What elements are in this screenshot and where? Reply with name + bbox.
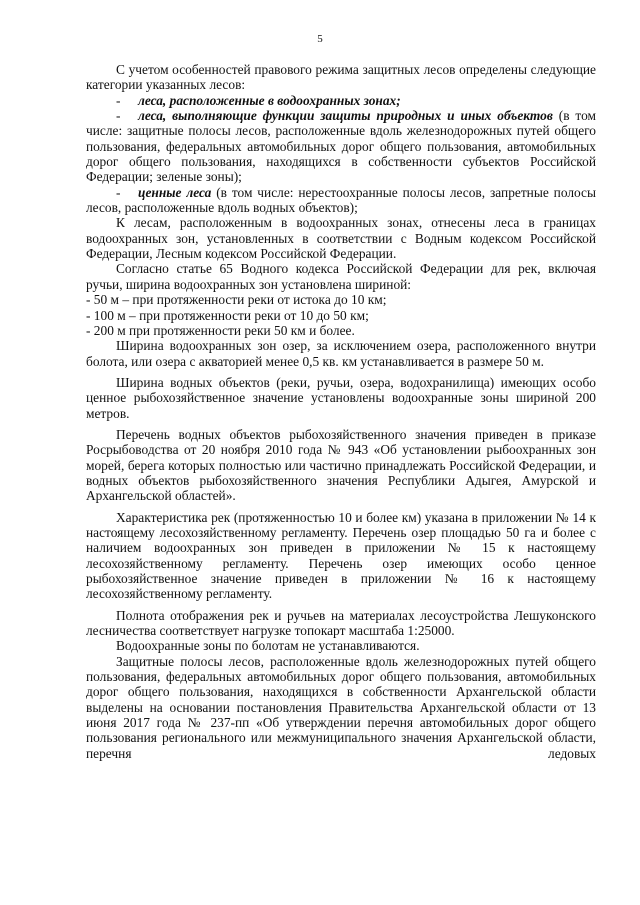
document-body <box>86 62 596 761</box>
bullet-protection-functions <box>86 108 596 185</box>
bullet-dash: - <box>116 184 121 200</box>
bullet-bold-text: леса, расположенные в водоохранных зонах; <box>138 92 401 108</box>
bullet-water-protection <box>86 93 596 108</box>
paragraph-article-65: Согласно статье 65 Водного кодекса Российской Федерации для рек, включая ручьи, ширина водоохранных зон установлена шириной: <box>86 261 596 292</box>
page-number: 5 <box>317 33 323 45</box>
paragraph-swamps: Водоохранные зоны по болотам не устанавливаются. <box>116 638 420 654</box>
bullet-text: (в том числе: защитные полосы лесов, расположенные вдоль железнодорожных путей общего пользования, федеральных автомобильных дорог общего пользования, автомобильных дорог общего пользования, находящихся в собственности субъектов Российской Федерации; зеленые зоны); <box>86 108 596 185</box>
paragraph-rivers-appendix: Характеристика рек (протяженностью 10 и более км) указана в приложении № 14 к настоящему лесохозяйственному регламенту. Перечень озер площадью 50 га и более с наличием водоохранных зон приведен в приложении № 15 к настоящему лесохозяйственному регламенту. Перечень озер имеющих особо ценное рыбохозяйственное значение приведен в приложении № 16 к настоящему лесохозяйственному регламенту. <box>86 509 596 602</box>
paragraph-map-scale: Полнота отображения рек и ручьев на материалах лесоустройства Лешуконского лесничества соответствует нагрузке топокарт масштаба 1:25000. <box>86 607 596 639</box>
paragraph-lakes-width: Ширина водоохранных зон озер, за исключением озера, расположенного внутри болота, или озера с акваторией менее 0,5 кв. км устанавливается в размере 50 м. <box>86 338 596 369</box>
paragraph-water-zone-forests: К лесам, расположенным в водоохранных зонах, отнесены леса в границах водоохранных зон, установленных в соответствии с Водным кодексом Российской Федерации, Лесным кодексом Российской Федерации. <box>86 215 596 262</box>
bullet-bold-text: леса, выполняющие функции защиты природных и иных объектов <box>138 108 553 124</box>
bullet-bold-text: ценные леса <box>138 184 212 200</box>
bullet-valuable-forests <box>86 185 596 216</box>
bullet-dash: - <box>116 108 121 124</box>
paragraph-intro: С учетом особенностей правового режима защитных лесов определены следующие категории указанных лесов: <box>86 62 596 93</box>
paragraph-valuable-fishery: Ширина водных объектов (реки, ручьи, озера, водохранилища) имеющих особо ценное рыбохозяйственное значение установлены водоохранные зоны шириной 200 метров. <box>86 374 596 421</box>
list-item-100m: - 100 м – при протяженности реки от 10 до 50 км; <box>86 307 369 323</box>
bullet-dash: - <box>116 92 121 108</box>
bullet-text: (в том числе: нерестоохранные полосы лесов, запретные полосы лесов, расположенные вдоль водных объектов); <box>86 184 597 216</box>
list-item-200m: - 200 м при протяженности реки 50 км и более. <box>86 322 355 338</box>
paragraph-fishery-order: Перечень водных объектов рыбохозяйственного значения приведен в приказе Росрыбоводства от 20 ноября 2010 года № 943 «Об установлении рыбоохранных зон морей, берега которых полностью или частично принадлежать Российской Федерации, и водных объектов рыбохозяйственного значения Республики Адыгея, Амурской и Архангельской областей». <box>86 426 596 504</box>
list-item-50m: - 50 м – при протяженности реки от истока до 10 км; <box>86 292 387 308</box>
paragraph-protective-strips: Защитные полосы лесов, расположенные вдоль железнодорожных путей общего пользования, федеральных автомобильных дорог общего пользования, автомобильных дорог общего пользования, находящихся в собственности Архангельской области выделены на основании постановления Правительства Архангельской области от 13 июня 2017 года № 237-пп «Об утверждении перечня автомобильных дорог общего пользования регионального или межмуниципального значения Архангельской области, перечня ледовых <box>86 653 596 761</box>
